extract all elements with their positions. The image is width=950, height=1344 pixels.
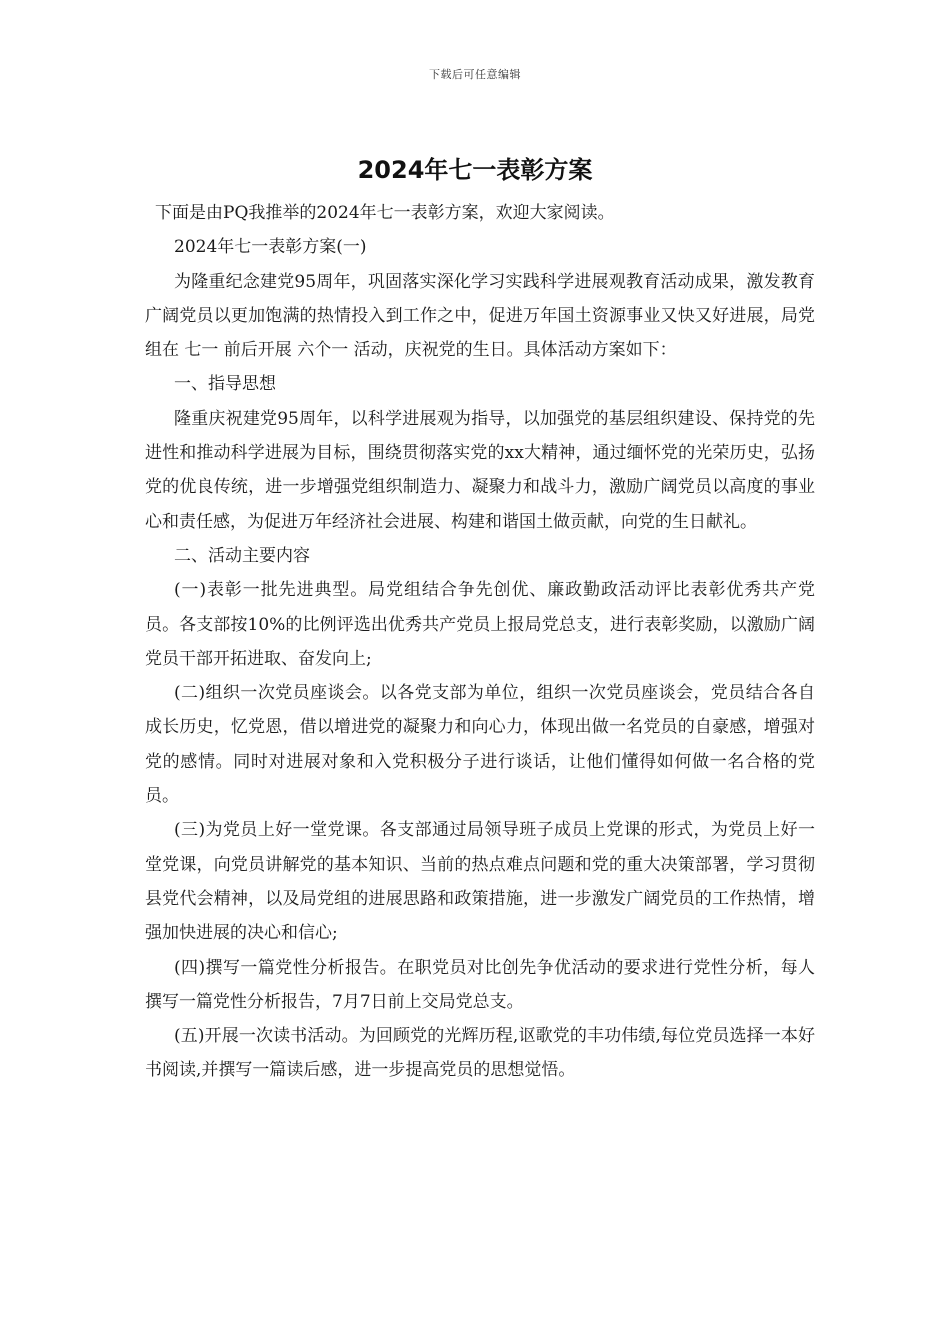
body-paragraph: (二)组织一次党员座谈会。以各党支部为单位，组织一次党员座谈会，党员结合各自成长历史，忆党恩，借以增进党的凝聚力和向心力，体现出做一名党员的自豪感，增强对党的感情。同时对进展对象和入党积极分子进行谈话，让他们懂得如何做一名合格的党员。	[145, 683, 815, 807]
subtitle-paragraph: 2024年七一表彰方案(一)	[174, 237, 367, 258]
section-heading: 一、指导思想	[174, 374, 276, 395]
body-paragraph: (三)为党员上好一堂党课。各支部通过局领导班子成员上党课的形式，为党员上好一堂党课，向党员讲解党的基本知识、当前的热点难点问题和党的重大决策部署，学习贯彻县党代会精神，以及局党组的进展思路和政策措施，进一步激发广阔党员的工作热情，增强加快进展的决心和信心;	[145, 820, 815, 944]
body-paragraph: 隆重庆祝建党95周年，以科学进展观为指导，以加强党的基层组织建设、保持党的先进性和推动科学进展为目标，围绕贯彻落实党的xx大精神，通过缅怀党的光荣历史，弘扬党的优良传统，进一步增强党组织制造力、凝聚力和战斗力，激励广阔党员以高度的事业心和责任感，为促进万年经济社会进展、构建和谐国土做贡献，向党的生日献礼。	[145, 408, 815, 532]
document-body	[145, 196, 815, 1088]
section-heading: 二、活动主要内容	[174, 545, 310, 566]
header-note: 下载后可任意编辑	[429, 68, 521, 81]
body-paragraph: (五)开展一次读书活动。为回顾党的光辉历程,讴歌党的丰功伟绩,每位党员选择一本好书阅读,并撰写一篇读后感，进一步提高党员的思想觉悟。	[145, 1026, 815, 1081]
body-paragraph: (四)撰写一篇党性分析报告。在职党员对比创先争优活动的要求进行党性分析，每人撰写一篇党性分析报告，7月7日前上交局党总支。	[145, 957, 815, 1012]
body-paragraph: 为隆重纪念建党95周年，巩固落实深化学习实践科学进展观教育活动成果，激发教育广阔党员以更加饱满的热情投入到工作之中，促进万年国土资源事业又快又好进展，局党组在 七一 前后开展 六个一 活动，庆祝党的生日。具体活动方案如下：	[145, 271, 815, 361]
body-paragraph: (一)表彰一批先进典型。局党组结合争先创优、廉政勤政活动评比表彰优秀共产党员。各支部按10%的比例评选出优秀共产党员上报局党总支，进行表彰奖励，以激励广阔党员干部开拓进取、奋发向上;	[145, 580, 815, 669]
intro-paragraph: 下面是由PQ我推举的2024年七一表彰方案，欢迎大家阅读。	[155, 203, 615, 223]
document-title: 2024年七一表彰方案	[357, 156, 593, 184]
